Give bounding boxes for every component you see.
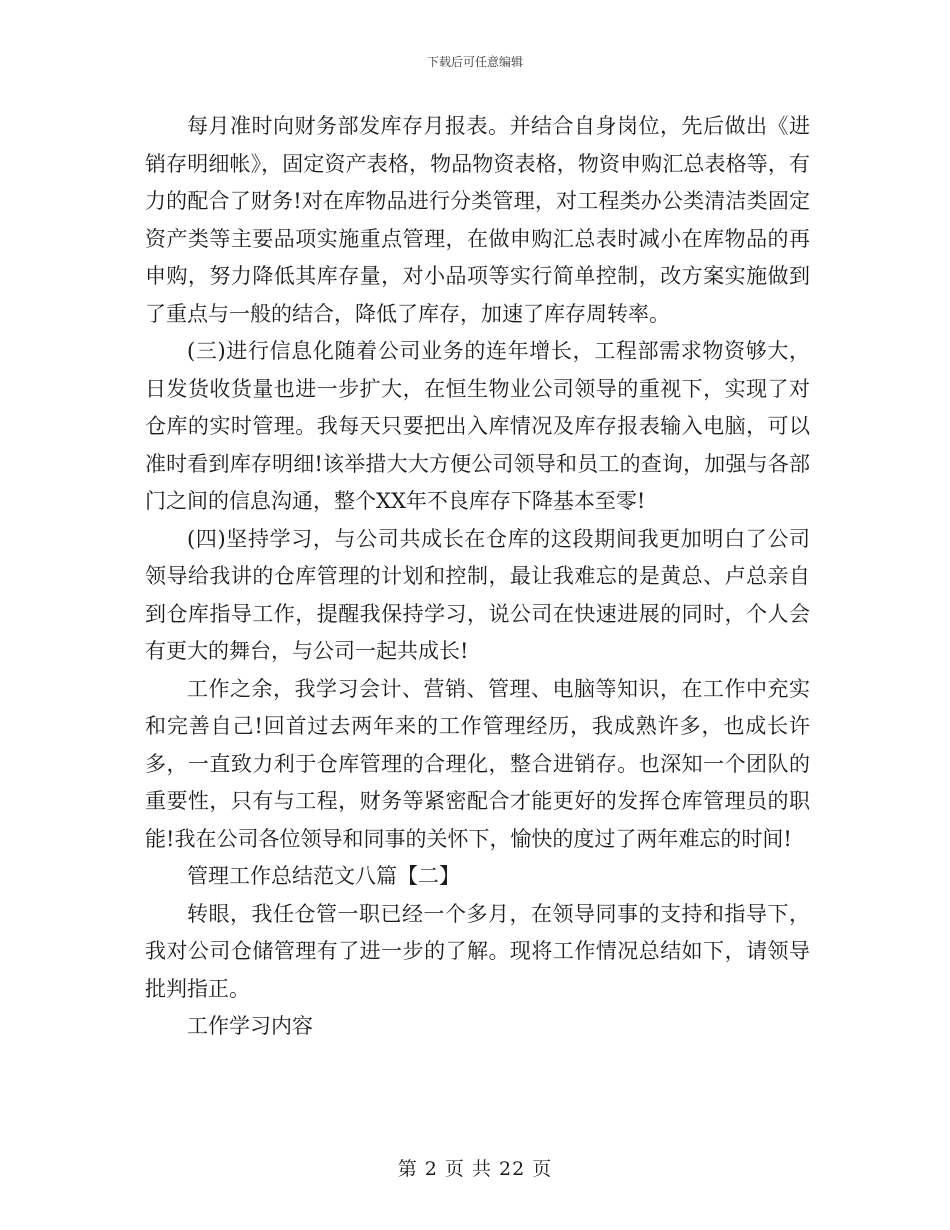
page-header: 下载后可任意编辑: [426, 55, 523, 69]
paragraph-reflection: 工作之余，我学习会计、营销、管理、电脑等知识，在工作中充实和完善自己!回首过去两年来的工作管理经历，我成熟许多，也成长许多，一直致力利于仓库管理的合理化，整合进销存。也深知一个团队的重要性，只有与工程，财务等紧密配合才能更好的发挥仓库管理员的职能!我在公司各位领导和同事的关怀下，愉快的度过了两年难忘的时间!: [145, 676, 810, 851]
paragraph-informatization: (三)进行信息化随着公司业务的连年增长，工程部需求物资够大，日发货收货量也进一步扩大，在恒生物业公司领导的重视下，实现了对仓库的实时管理。我每天只要把出入库情况及库存报表输入电脑，可以准时看到库存明细!该举措大大方便公司领导和员工的查询，加强与各部门之间的信息沟通，整个XX年不良库存下降基本至零!: [145, 339, 810, 513]
document-body: [145, 108, 810, 1046]
paragraph-report: 每月准时向财务部发库存月报表。并结合自身岗位，先后做出《进销存明细帐》，固定资产表格，物品物资表格，物资申购汇总表格等，有力的配合了财务!对在库物品进行分类管理，对工程类办公类清洁类固定资产类等主要品项实施重点管理，在做申购汇总表时减小在库物品的再申购，努力降低其库存量，对小品项等实行简单控制，改方案实施做到了重点与一般的结合，降低了库存，加速了库存周转率。: [145, 114, 810, 326]
page-footer: 第 2 页 共 22 页: [397, 1158, 553, 1180]
subheading: 工作学习内容: [187, 1014, 313, 1038]
paragraph-intro: 转眼，我任仓管一职已经一个多月，在领导同事的支持和指导下，我对公司仓储管理有了进一步的了解。现将工作情况总结如下，请领导批判指正。: [145, 901, 810, 1001]
section-title: 管理工作总结范文八篇【二】: [187, 864, 460, 888]
paragraph-learning: (四)坚持学习，与公司共成长在仓库的这段期间我更加明白了公司领导给我讲的仓库管理的计划和控制，最让我难忘的是黄总、卢总亲自到仓库指导工作，提醒我保持学习，说公司在快速进展的同时，个人会有更大的舞台，与公司一起共成长!: [145, 526, 810, 663]
